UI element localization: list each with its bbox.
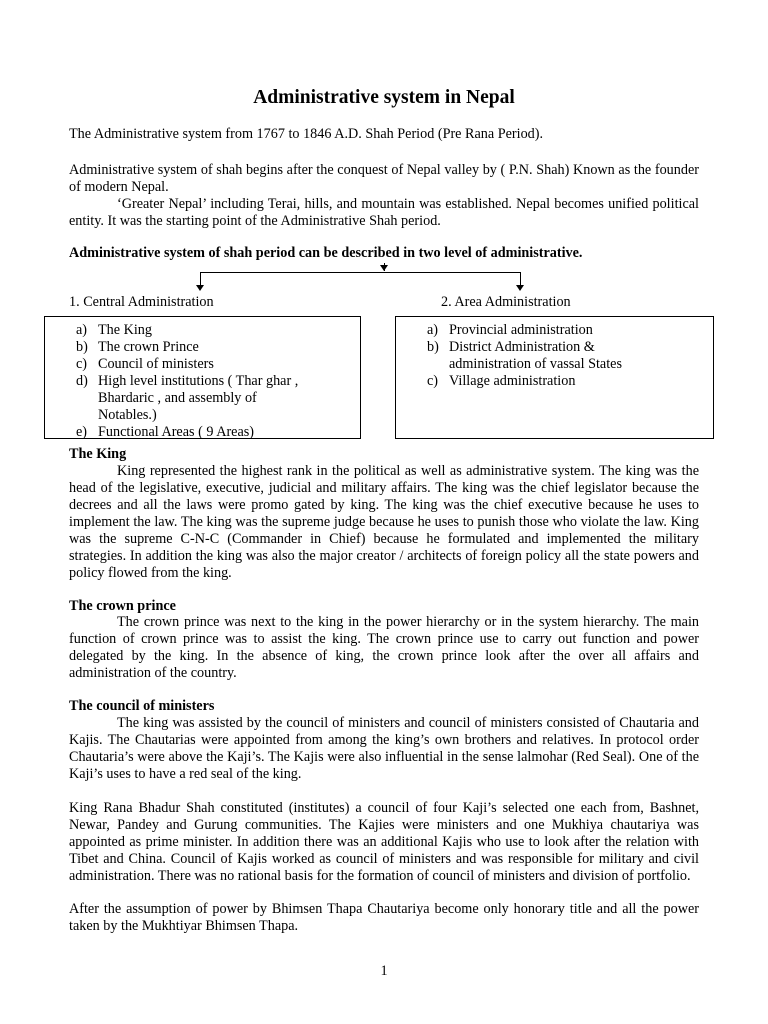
central-admin-box [44,316,361,439]
list-item: e) Functional Areas ( 9 Areas) [76,424,255,440]
paragraph: After the assumption of power by Bhimsen Thapa Chautariya become only honorary title and all the power taken by the Mukhtiyar Bhimsen Thapa. [69,901,699,934]
paragraph: Administrative system of shah begins after the conquest of Nepal valley by ( P.N. Shah) Known as the founder of modern Nepal. [69,162,699,195]
list-item: d) High level institutions ( Thar ghar , Bhardaric , and assembly of Notables.) [76,373,299,423]
list-item: a) The King [76,322,152,338]
list-item: c) Village administration [427,373,576,389]
diagram-heading: Administrative system of shah period can be described in two level of administrative. [69,245,583,261]
intro-text: The Administrative system from 1767 to 1846 A.D. Shah Period (Pre Rana Period). [69,126,544,142]
paragraph: King Rana Bhadur Shah constituted (institutes) a council of four Kaji’s selected one each from, Bashnet, Newar, Pandey and Gurung communities. The Kajies were ministers and one Mukhiya chautariya was appointed as prime minister. In addition there was an additional Kajis who use to look after the relation with Tibet and China. Council of Kajis worked as council of ministers and was responsible for military and civil administration. There was no rational basis for the formation of council of ministers and division of portfolio. [69,800,699,884]
list-item: b) The crown Prince [76,339,199,355]
page-title: Administrative system in Nepal [253,87,515,108]
page-number: 1 [380,963,388,979]
paragraph: The king was assisted by the council of ministers and council of ministers consisted of Chautaria and Kajis. The Chautarias were appointed from among the king’s own brothers and relatives. In protocol order Chautaria’s were above the Kaji’s. The Kajis were also influential in the sense lalmohar (Red Seal). One of the Kaji’s uses to have a red seal of the king. [69,715,699,782]
paragraph: The crown prince was next to the king in the power hierarchy or in the system hierarchy. The main function of crown prince was to assist the king. The crown prince use to carry out function and power delegated by the king. In the absence of king, the crown prince look after the over all affairs and administration of the country. [69,614,699,681]
list-item: c) Council of ministers [76,356,214,372]
central-admin-label: 1. Central Administration [69,294,214,310]
area-admin-box [395,316,714,439]
section-heading-crown-prince: The crown prince [69,598,176,614]
section-heading-council: The council of ministers [69,698,215,714]
paragraph: ‘Greater Nepal’ including Terai, hills, and mountain was established. Nepal becomes unified political entity. It was the starting point of the Administrative Shah period. [69,196,699,229]
paragraph: King represented the highest rank in the political as well as administrative system. The king was the head of the legislative, executive, judicial and military affairs. The king was the chief legislator because the decrees and all the laws were promo gated by king. The king was the chief executive because he uses to implement the law. The king was the supreme judge because he uses to punish those who violate the law. King was the supreme C-N-C (Commander in Chief) because he formulated and implemented the military strategies. In addition the king was also the major creator / architects of foreign policy all the state powers and policy flowed from the king. [69,463,699,581]
list-item: b) District Administration & administration of vassal States [427,339,622,372]
section-heading-king: The King [69,446,127,462]
area-admin-label: 2. Area Administration [441,294,571,310]
list-item: a) Provincial administration [427,322,593,338]
